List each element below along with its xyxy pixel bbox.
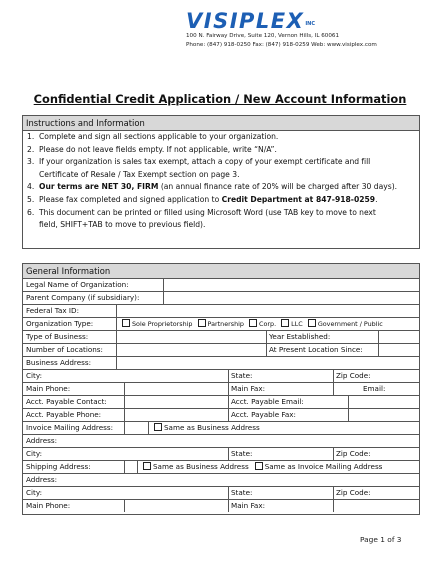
instruction-item-cont: Certificate of Resale / Tax Exempt section on page 3. (39, 169, 240, 179)
state-label: State: (231, 449, 253, 458)
ap-contact-label: Acct. Payable Contact: (26, 397, 107, 406)
business-address-field[interactable] (116, 357, 419, 369)
zip-label: Zip Code: (336, 371, 371, 380)
state-label: State: (231, 488, 253, 497)
invoice-address-line-label: Address: (26, 436, 58, 445)
type-business-field[interactable] (116, 331, 266, 343)
shipping-same-options: Same as Business Address Same as Invoice Mailing Address (137, 461, 419, 473)
ship-same-invoice-checkbox[interactable] (255, 462, 263, 470)
zip-label: Zip Code: (336, 449, 371, 458)
sole-proprietorship-checkbox[interactable] (122, 319, 130, 327)
num-locations-field[interactable] (116, 344, 266, 356)
form-row (23, 461, 419, 474)
invoice-address-label: Invoice Mailing Address: (26, 423, 114, 432)
ap-fax-label: Acct. Payable Fax: (231, 410, 296, 419)
address-line: 100 N. Fairway Drive, Suite 120, Vernon Hills, IL 60061 (186, 33, 340, 39)
federal-tax-id-label: Federal Tax ID: (26, 306, 80, 315)
general-heading: General Information (23, 264, 419, 279)
legal-name-label: Legal Name of Organization: (26, 280, 129, 289)
city-label: City: (26, 449, 42, 458)
form-row (23, 305, 419, 318)
form-row (23, 331, 419, 344)
form-row (23, 500, 419, 512)
parent-company-label: Parent Company (if subsidiary): (26, 293, 140, 302)
main-fax-label: Main Fax: (231, 384, 265, 393)
email-label: Email: (363, 384, 386, 393)
legal-name-field[interactable] (163, 279, 419, 291)
city-label: City: (26, 371, 42, 380)
partnership-checkbox[interactable] (198, 319, 206, 327)
present-location-label: At Present Location Since: (269, 345, 363, 354)
ship-same-business-checkbox[interactable] (143, 462, 151, 470)
company-address (186, 32, 377, 50)
shipping-address-line-label: Address: (26, 475, 58, 484)
federal-tax-id-field[interactable] (116, 305, 419, 317)
form-row (23, 370, 419, 383)
logo: $VISIPLEX_{INC}$ (186, 9, 316, 33)
parent-company-field[interactable] (163, 292, 419, 304)
state-label: State: (231, 371, 253, 380)
shipping-address-label: Shipping Address: (26, 462, 91, 471)
form-row (23, 435, 419, 448)
general-information-section (22, 263, 420, 515)
corp-checkbox[interactable] (249, 319, 257, 327)
instruction-item: 3. If your organization is sales tax exempt, attach a copy of your exempt certificate and fill (27, 157, 371, 167)
government-checkbox[interactable] (308, 319, 316, 327)
org-type-options: Sole Proprietorship Partnership Corp. LLC Government / Public (116, 318, 419, 330)
form-row (23, 422, 419, 435)
form-row (23, 487, 419, 500)
form-row (23, 383, 419, 396)
form-row (23, 474, 419, 487)
instruction-item: 5. Please fax completed and signed application to Credit Department at 847-918-0259. (27, 194, 378, 204)
form-row (23, 279, 419, 292)
num-locations-label: Number of Locations: (26, 345, 103, 354)
form-row (23, 409, 419, 422)
instructions-section (22, 115, 420, 249)
org-type-label: Organization Type: (26, 319, 94, 328)
business-address-label: Business Address: (26, 358, 92, 367)
zip-label: Zip Code: (336, 488, 371, 497)
form-row (23, 344, 419, 357)
contact-line: Phone: (847) 918-0250 Fax: (847) 918-0259 Web: www.visiplex.com (186, 42, 377, 48)
instruction-item: 1. Complete and sign all sections applicable to your organization. (27, 132, 279, 141)
instruction-item: 2. Please do not leave fields empty. If not applicable, write “N/A”. (27, 144, 277, 154)
ap-phone-label: Acct. Payable Phone: (26, 410, 102, 419)
type-business-label: Type of Business: (26, 332, 89, 341)
main-fax-label: Main Fax: (231, 501, 265, 510)
year-established-field[interactable] (378, 331, 419, 343)
instruction-item-cont: field, SHIFT+TAB to move to previous field). (39, 220, 206, 230)
main-phone-label: Main Phone: (26, 501, 71, 510)
main-phone-label: Main Phone: (26, 384, 71, 393)
instruction-item: 4. Our terms are NET 30, FIRM (an annual finance rate of 20% will be charged after 30 days). (27, 182, 398, 192)
year-established-label: Year Established: (269, 332, 331, 341)
form-row (23, 448, 419, 461)
ap-email-label: Acct. Payable Email: (231, 397, 304, 406)
form-row (23, 357, 419, 370)
form-row (23, 292, 419, 305)
page-title: Confidential Credit Application / New Account Information (33, 92, 407, 106)
present-location-field[interactable] (378, 344, 419, 356)
llc-checkbox[interactable] (281, 319, 289, 327)
page-number: Page 1 of 3 (360, 535, 402, 544)
same-as-business-checkbox[interactable] (154, 423, 162, 431)
invoice-same-option: Same as Business Address (148, 422, 419, 434)
instruction-item: 6. This document can be printed or filled using Microsoft Word (use TAB key to move to next (27, 207, 376, 217)
form-row (23, 318, 419, 331)
city-label: City: (26, 488, 42, 497)
form-row (23, 396, 419, 409)
instructions-heading: Instructions and Information (23, 116, 419, 131)
